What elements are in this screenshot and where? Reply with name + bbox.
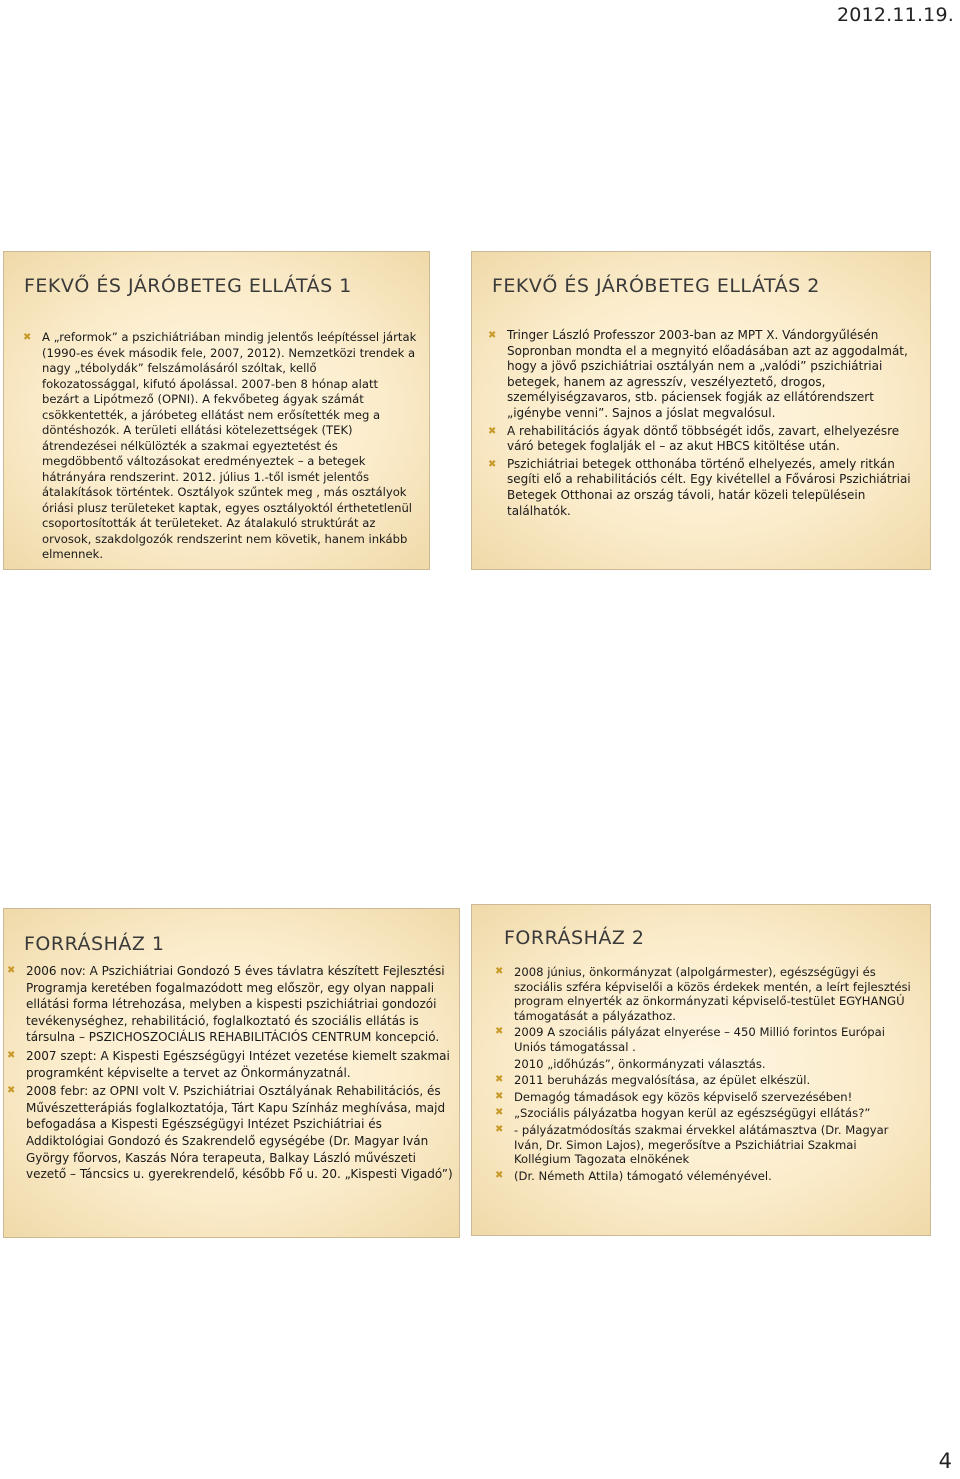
list-item: [494, 1123, 914, 1167]
bullet-list: [22, 330, 417, 565]
list-item: [22, 330, 417, 563]
bullet-list: [494, 965, 914, 1185]
bullet-list: [487, 328, 917, 521]
bullet-text: 2010 „időhúzás”, önkormányzati választás.: [514, 1056, 766, 1071]
list-item: [494, 1073, 914, 1088]
list-item: [6, 1083, 456, 1183]
bullet-text: Pszichiátriai betegek otthonába történő elhelyezés, amely ritkán segíti elő a rehabilitációs célt. Egy kivétellel a Fővárosi Pszichiátriai Betegek Otthonai az ország távoli, határ közeli településein találhatók.: [507, 456, 911, 518]
x-mark-bullet-icon: ✖: [7, 1085, 16, 1097]
slide-title: FORRÁSHÁZ 2: [504, 927, 645, 949]
slide-title: FORRÁSHÁZ 1: [24, 933, 165, 955]
x-mark-bullet-icon: ✖: [488, 425, 497, 437]
bullet-text: 2009 A szociális pályázat elnyerése – 450 Millió forintos Európai Uniós támogatással .: [514, 1025, 885, 1054]
page-number: 4: [938, 1449, 952, 1473]
x-mark-bullet-icon: ✖: [7, 965, 16, 976]
bullet-text: - pályázatmódosítás szakmai érvekkel alátámasztva (Dr. Magyar Iván, Dr. Simon Lajos), megerősítve a Pszichiátriai Szakmai Kollégium Tagozata elnökének: [514, 1122, 889, 1167]
bullet-text: 2011 beruházás megvalósítása, az épület elkészül.: [514, 1073, 811, 1088]
bullet-text: Tringer László Professzor 2003-ban az MPT X. Vándorgyűlésén Sopronban mondta el a megnyitó előadásában azt az aggodalmát, hogy a jövő pszichiátriai osztályán nem a „valódi” pszichiátriai betegek, hanem az agresszív, veszélyeztető, drogos, személyiségzavaros, stb. páciensek fogják az ellátórendszert „igénybe venni”. Sajnos a jóslat megvalósul.: [507, 328, 908, 420]
list-item: [494, 1025, 914, 1054]
bullet-list: [6, 963, 456, 1185]
x-mark-bullet-icon: ✖: [23, 332, 32, 343]
x-mark-bullet-icon: ✖: [495, 966, 504, 977]
bullet-text: 2007 szept: A Kispesti Egészségügyi Intézet vezetése kiemelt szakmai programként képviselte a tervet az Önkormányzatnál.: [26, 1048, 450, 1080]
x-mark-bullet-icon: ✖: [495, 1107, 504, 1119]
list-item: [6, 1048, 456, 1081]
bullet-text: (Dr. Németh Attila) támogató véleményével.: [514, 1168, 772, 1183]
x-mark-bullet-icon: ✖: [495, 1026, 504, 1038]
x-mark-bullet-icon: ✖: [495, 1090, 504, 1102]
list-item: [6, 963, 456, 1046]
list-item: [494, 1090, 914, 1105]
bullet-text: 2008 június, önkormányzat (alpolgármester), egészségügyi és szociális szféra képviselői a közös érdekek mentén, a leírt fejlesztési program elnyerték az önkormányzati képviselő-testület EGYHANGÚ támogatását a pályázathoz.: [514, 965, 911, 1023]
list-item: [487, 424, 917, 455]
bullet-text: 2006 nov: A Pszichiátriai Gondozó 5 éves távlatra készített Fejlesztési Programja keretében fogalmazódott meg először, egy olyan nappali ellátási forma létrehozása, melyben a kispesti pszichiátriai gondozói tevékenységhez, rehabilitáció, foglalkoztató és szociális ellátás is társulna – PSZICHOSZOCIÁLIS REHABILITÁCIÓS CENTRUM koncepció.: [26, 964, 445, 1045]
slide-4: [471, 904, 931, 1236]
x-mark-bullet-icon: ✖: [495, 1169, 504, 1181]
bullet-text: „Szociális pályázatba hogyan kerül az egészségügyi ellátás?”: [514, 1106, 871, 1121]
x-mark-bullet-icon: ✖: [488, 458, 497, 470]
bullet-text: A „reformok” a pszichiátriában mindig jelentős leépítéssel jártak (1990-es évek második fele, 2007, 2012). Nemzetközi trendek a nagy „tébolydák” felszámolásáról szóltak, kellő fokozatossággal, kifutó ápolással. 2007-ben 8 hónap alatt bezárt a Lipótmező (OPNI). A fekvőbeteg ágyak számát csökkentették, a járóbeteg ellátást nem erősítették meg a döntéshozók. A területi ellátási kötelezettségek (TEK) átrendezései nélkülözték a szakmai egyeztetést és megdöbbentő változásokat eredményeztek – a betegek hátrányára rendszerint. 2012. július 1.-től ismét jelentős átalakítások történtek. Osztályok szűntek meg , más osztályok óriási plusz területeket kaptak, egyes osztályoktól érthetetlenül csoportosították át területeket. Az átalakuló struktúrát az orvosok, szakdolgozók rendszerint nem követik, hanem inkább elmennek.: [42, 330, 417, 561]
list-item: [487, 457, 917, 519]
x-mark-bullet-icon: ✖: [495, 1123, 504, 1135]
x-mark-bullet-icon: ✖: [495, 1074, 504, 1086]
list-item: [494, 965, 914, 1023]
slide-2: [471, 251, 931, 570]
bullet-text: A rehabilitációs ágyak döntő többségét idős, zavart, elhelyezésre váró betegek foglalják el – az akut HBCS kitöltése után.: [507, 423, 900, 454]
x-mark-bullet-icon: ✖: [7, 1049, 16, 1061]
slide-1: [3, 251, 430, 570]
list-item: [494, 1106, 914, 1121]
list-item: [487, 328, 917, 422]
page-date: 2012.11.19.: [836, 4, 954, 26]
list-item: [494, 1057, 914, 1072]
bullet-text: Demagóg támadások egy közös képviselő szervezésében!: [514, 1089, 853, 1104]
slide-title: FEKVŐ ÉS JÁRÓBETEG ELLÁTÁS 1: [24, 275, 352, 297]
bullet-text: 2008 febr: az OPNI volt V. Pszichiátriai Osztályának Rehabilitációs, és Művészetterápiás foglalkoztatója, Tárt Kapu Színház meghívása, majd befogadása a Kispesti Egészségügyi Intézet Pszichiátriai és Addiktológiai Gondozó és Szakrendelő egységébe (Dr. Magyar Iván György főorvos, Kaszás Nóra terapeuta, Balkay László művészeti vezető – Táncsics u. gyerekrendelő, később Fő u. 20. „Kispesti Vigadó”): [26, 1084, 453, 1182]
list-item: [494, 1169, 914, 1184]
slide-title: FEKVŐ ÉS JÁRÓBETEG ELLÁTÁS 2: [492, 275, 820, 297]
x-mark-bullet-icon: ✖: [488, 330, 497, 341]
slide-3: [3, 908, 460, 1238]
